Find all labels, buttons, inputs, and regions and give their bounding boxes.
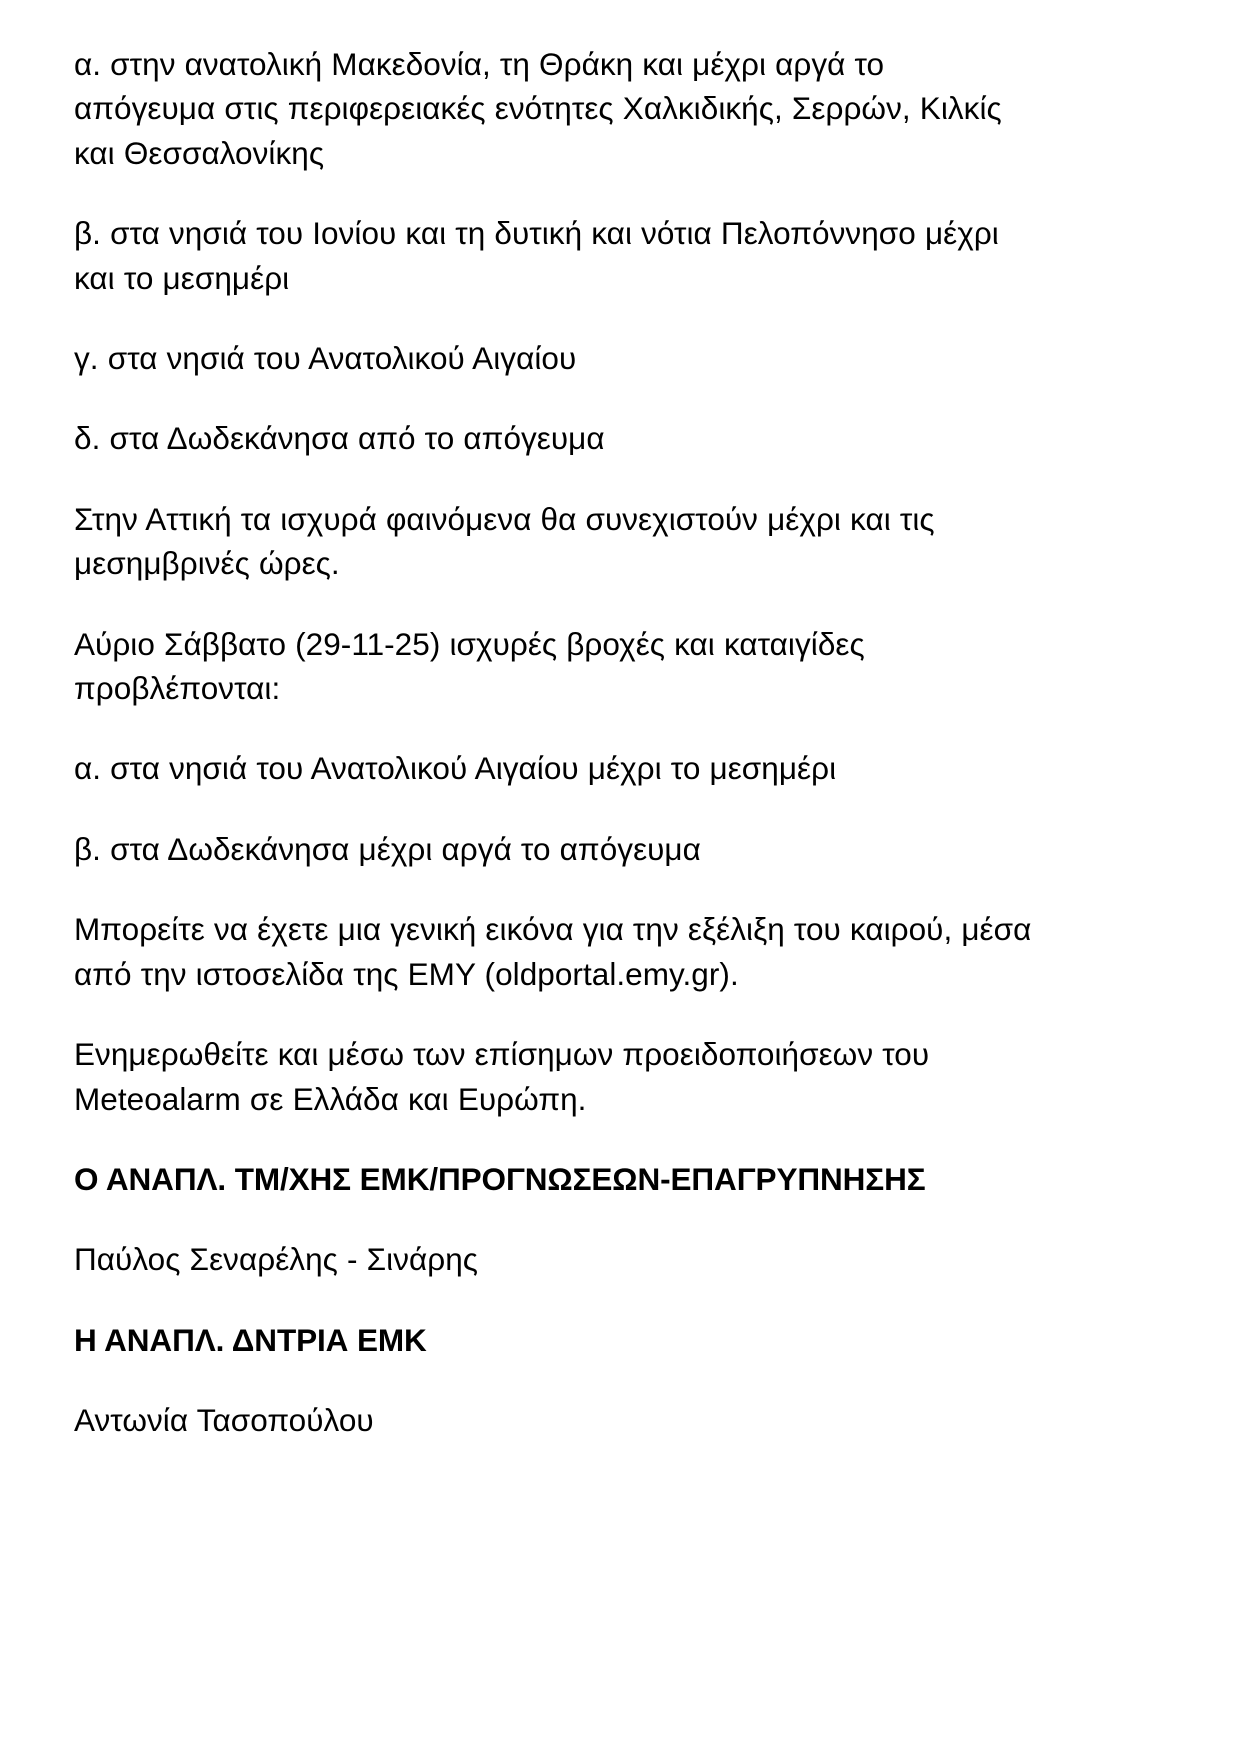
paragraph-attica-note: Στην Αττική τα ισχυρά φαινόμενα θα συνεχιστούν μέχρι και τις μεσημβρινές ώρες. <box>74 500 935 582</box>
signature-title-deputy-director: Η ΑΝΑΠΛ. ΔΝΤΡΙΑ ΕΜΚ <box>74 1321 427 1358</box>
paragraph-region-c: γ. στα νησιά του Ανατολικού Αιγαίου <box>74 340 577 377</box>
paragraph-saturday-intro: Αύριο Σάββατο (29-11-25) ισχυρές βροχές και καταιγίδες προβλέπονται: <box>74 625 865 707</box>
paragraph-region-b: β. στα νησιά του Ιονίου και τη δυτική και νότια Πελοπόννησο μέχρι και το μεσημέρι <box>74 215 999 296</box>
signature-name-deputy-director: Αντωνία Τασοπούλου <box>74 1402 374 1439</box>
paragraph-region-a: α. στην ανατολική Μακεδονία, τη Θράκη και μέχρι αργά το απόγευμα στις περιφερειακές ενότητες Χαλκιδικής, Σερρών, Κιλκίς και Θεσσαλονίκης <box>74 46 1002 171</box>
paragraph-region-d: δ. στα Δωδεκάνησα από το απόγευμα <box>74 420 605 457</box>
paragraph-website-info: Μπορείτε να έχετε μια γενική εικόνα για την εξέλιξη του καιρού, μέσα από την ιστοσελίδα της ΕΜΥ (oldportal.emy.gr). <box>74 911 1032 992</box>
document-body <box>74 42 1150 1443</box>
signature-title-deputy-head: Ο ΑΝΑΠΛ. ΤΜ/ΧΗΣ ΕΜΚ/ΠΡΟΓΝΩΣΕΩΝ-ΕΠΑΓΡΥΠΝΗΣΗΣ <box>74 1160 926 1197</box>
signature-name-deputy-head: Παύλος Σεναρέλης - Σινάρης <box>74 1241 479 1278</box>
paragraph-saturday-a: α. στα νησιά του Ανατολικού Αιγαίου μέχρι το μεσημέρι <box>74 750 837 787</box>
paragraph-meteoalarm-info: Ενημερωθείτε και μέσω των επίσημων προειδοποιήσεων του Meteoalarm σε Ελλάδα και Ευρώπη. <box>74 1036 930 1117</box>
paragraph-saturday-b: β. στα Δωδεκάνησα μέχρι αργά το απόγευμα <box>74 830 701 867</box>
